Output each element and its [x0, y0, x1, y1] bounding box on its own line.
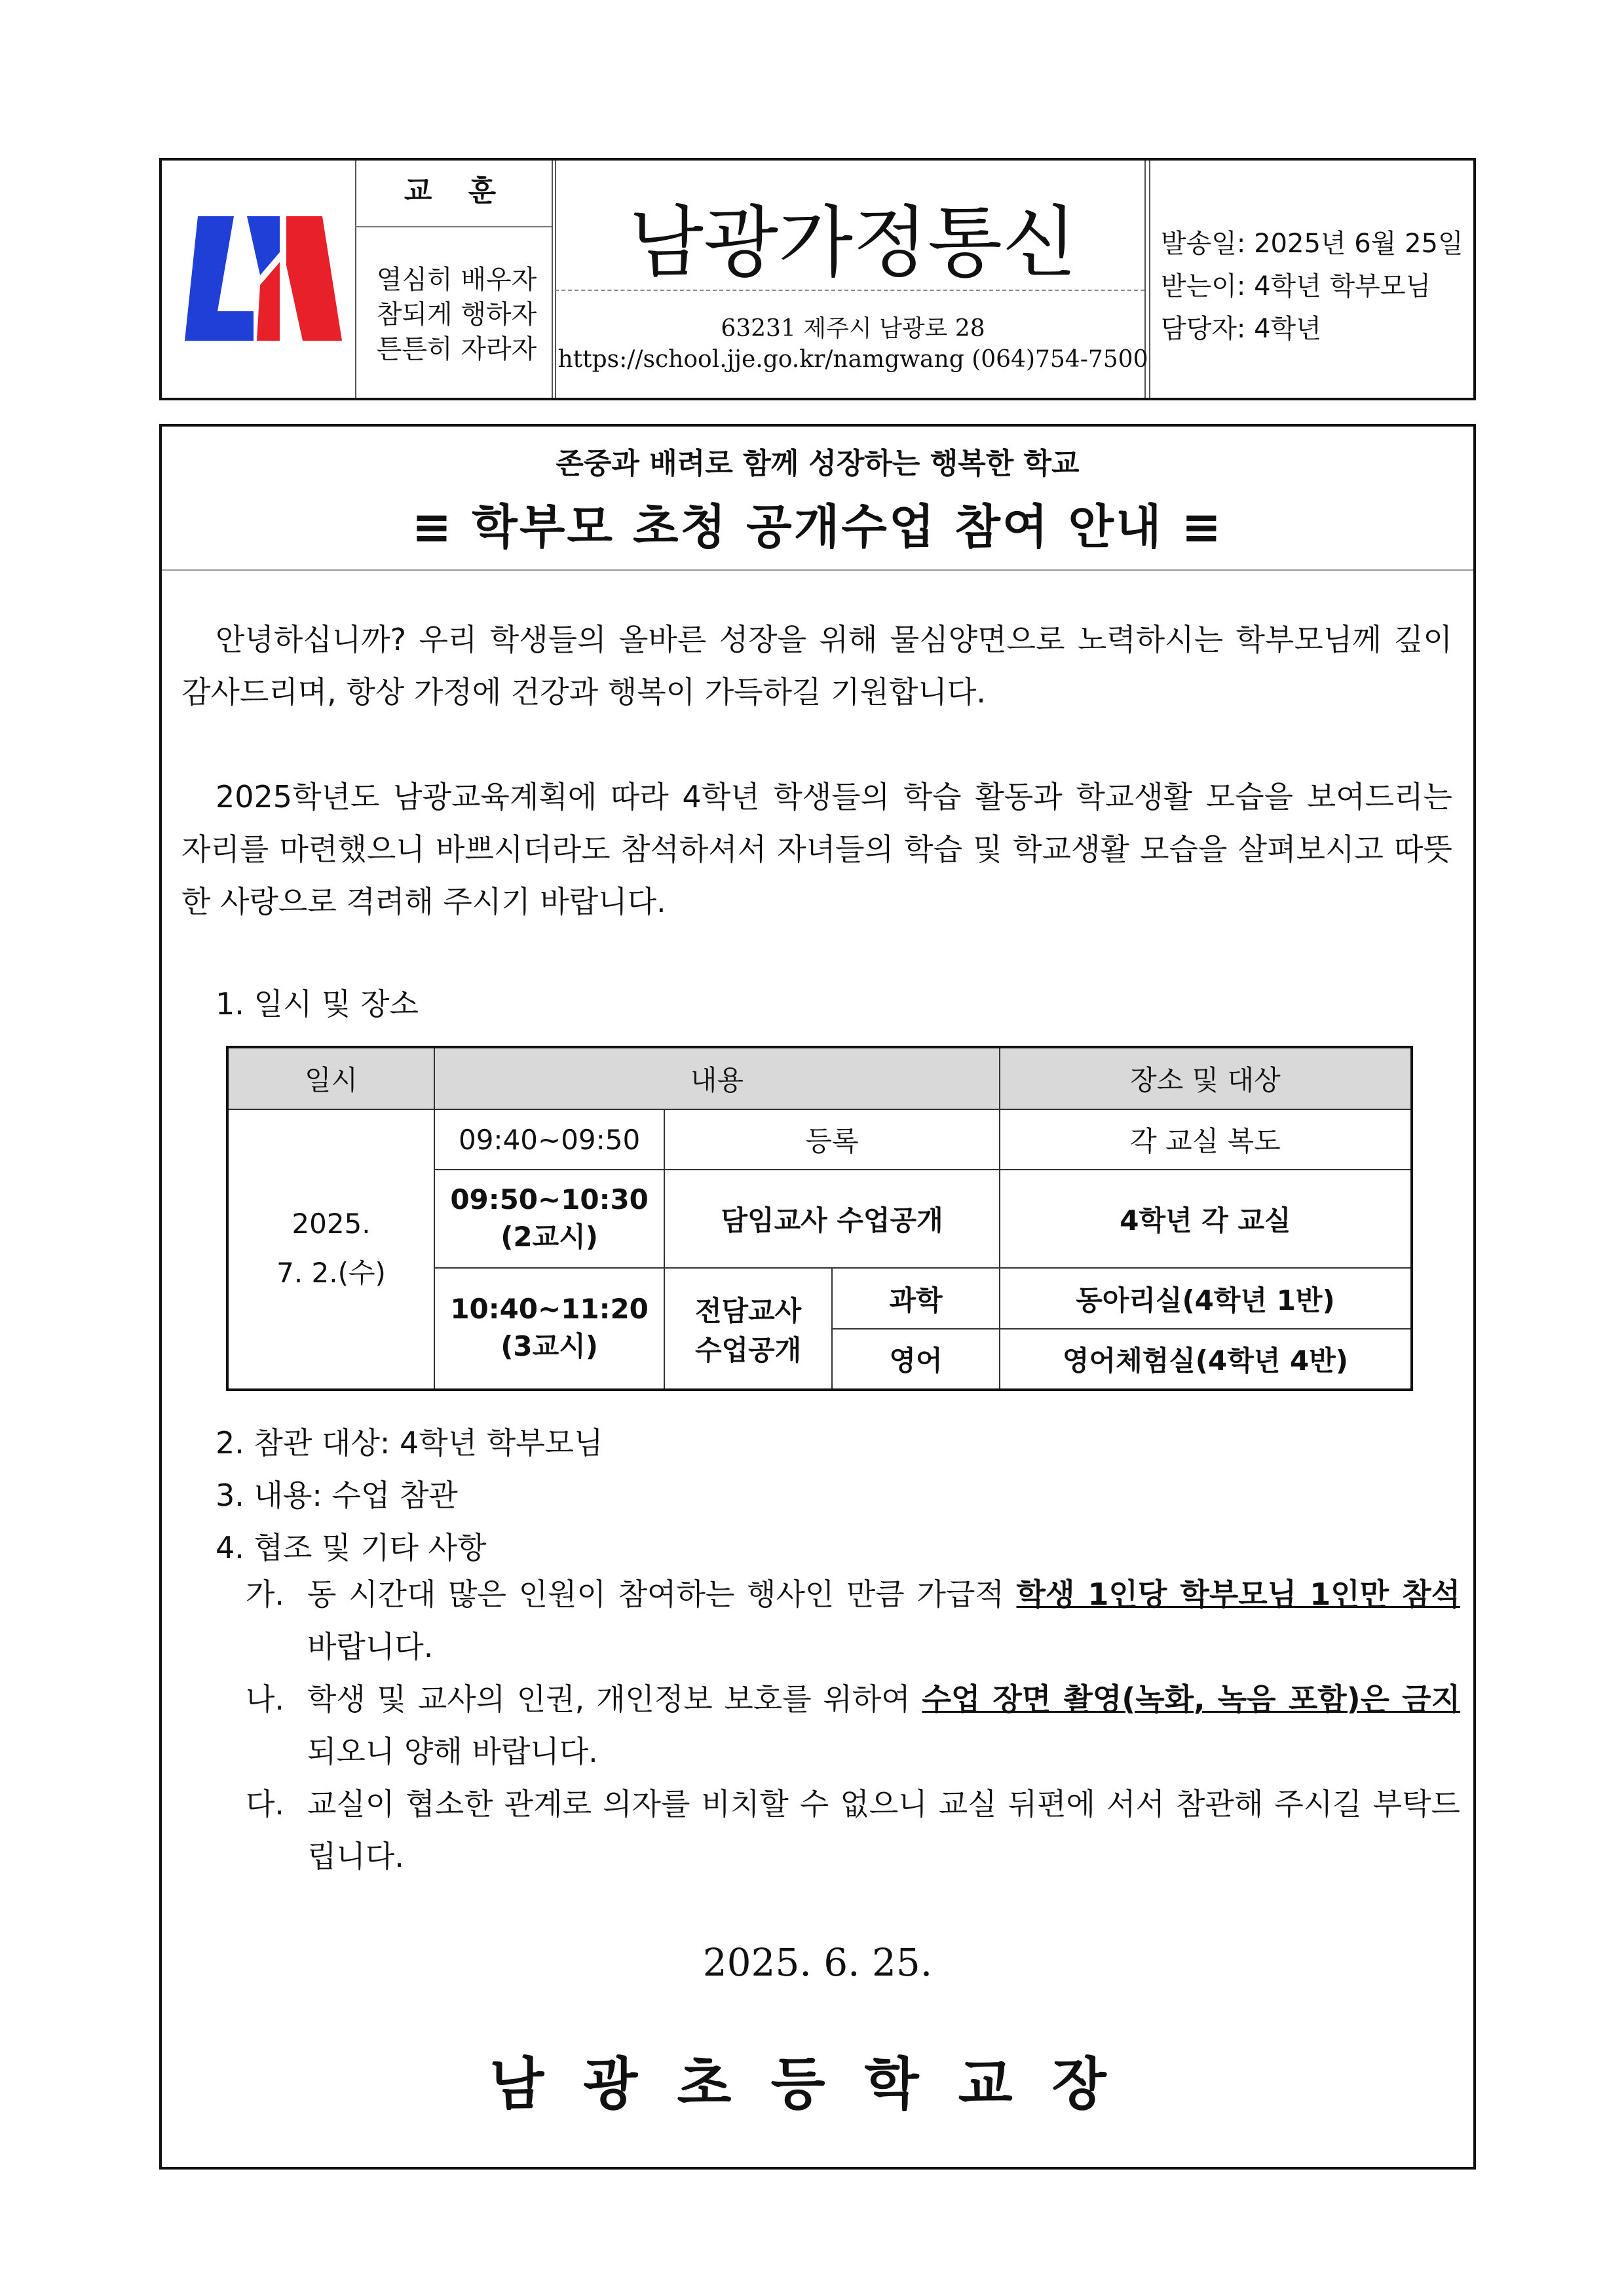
- time-period2-range: 09:50~10:30: [450, 1183, 649, 1215]
- subject-science: 과학: [832, 1268, 1000, 1329]
- section-content: 3. 내용: 수업 참관: [216, 1478, 458, 1513]
- header-place: 장소 및 대상: [1000, 1047, 1412, 1109]
- place-english: 영어체험실(4학년 4반): [1000, 1329, 1412, 1390]
- content-specialist-line1: 전담교사: [694, 1294, 802, 1327]
- school-address: 63231 제주시 남광로 28: [721, 315, 985, 342]
- recipient: 받는이: 4학년 학부모님: [1161, 271, 1431, 301]
- note-na: [307, 1673, 1460, 1778]
- note-na-marker: 나.: [246, 1681, 285, 1717]
- greeting-paragraph: 안녕하십니까? 우리 학생들의 올바른 성장을 위해 물심양면으로 노력하시는 학부모님께 깊이 감사드리며, 항상 가정에 건강과 행복이 가득하길 기원합니다.: [181, 622, 1452, 710]
- event-date-year: 2025.: [292, 1208, 371, 1240]
- time-period3-label: (3교시): [500, 1330, 598, 1362]
- note-ga-marker: 가.: [246, 1577, 285, 1612]
- header-content: 내용: [434, 1047, 1000, 1109]
- note-ga-tail: 바랍니다.: [307, 1629, 434, 1664]
- place-registration: 각 교실 복도: [1000, 1109, 1412, 1170]
- issue-date: 발송일: 2025년 6월 25일: [1161, 229, 1463, 259]
- letterhead: [159, 158, 1476, 400]
- place-homeroom: 4학년 각 교실: [1000, 1170, 1412, 1268]
- section-notes: 4. 협조 및 기타 사항: [216, 1530, 487, 1565]
- notice-date: 2025. 6. 25.: [702, 1940, 933, 1985]
- section-audience: 2. 참관 대상: 4학년 학부모님: [216, 1425, 603, 1461]
- section-schedule: 1. 일시 및 장소: [216, 986, 419, 1022]
- principal-signature: 남광초등학교장: [489, 2051, 1146, 2117]
- time-registration: 09:40~09:50: [434, 1109, 664, 1170]
- note-na-tail: 되오니 양해 바랍니다.: [307, 1734, 598, 1769]
- time-period2: [434, 1170, 664, 1268]
- note-ga-text: 동 시간대 많은 인원이 참여하는 행사인 만큼 가급적: [307, 1577, 1004, 1612]
- school-logo: [181, 213, 345, 344]
- notice-body: [159, 424, 1476, 2170]
- table-header-row: [227, 1047, 1412, 1109]
- table-row: [227, 1109, 1412, 1170]
- contact-person: 담당자: 4학년: [1161, 314, 1321, 344]
- place-science: 동아리실(4학년 1반): [1000, 1268, 1412, 1329]
- time-period3: [434, 1268, 664, 1390]
- motto-title: 교 훈: [404, 174, 510, 208]
- motto-line-2: 참되게 행하자: [376, 299, 537, 330]
- newsletter-title: 남광가정통신: [629, 197, 1077, 288]
- schedule-table: [226, 1046, 1413, 1391]
- time-period2-label: (2교시): [500, 1220, 598, 1253]
- intro-paragraph: 2025학년도 남광교육계획에 따라 4학년 학생들의 학습 활동과 학교생활 모습을 보여드리는 자리를 마련했으니 바쁘시더라도 참석하셔서 자녀들의 학습 및 학교생활 모습을 살펴보시고 따뜻한 사랑으로 격려해 주시기 바랍니다.: [181, 779, 1452, 919]
- event-date-cell: [227, 1109, 434, 1390]
- header-datetime: 일시: [227, 1047, 434, 1109]
- content-registration: 등록: [664, 1109, 1000, 1170]
- note-da: 교실이 협소한 관계로 의자를 비치할 수 없으니 교실 뒤편에 서서 참관해 주시길 부탁드립니다.: [307, 1786, 1460, 1874]
- note-ga: [307, 1568, 1460, 1673]
- content-specialist: [664, 1268, 832, 1390]
- event-date-day: 7. 2.(수): [276, 1257, 386, 1289]
- note-ga-emphasis: 학생 1인당 학부모님 1인만 참석: [1016, 1577, 1461, 1612]
- motto-line-3: 튼튼히 자라자: [376, 334, 537, 364]
- note-da-marker: 다.: [246, 1786, 285, 1822]
- school-slogan: 존중과 배려로 함께 성장하는 행복한 학교: [556, 447, 1080, 480]
- notice-title: ≡ 학부모 초청 공개수업 참여 안내 ≡: [411, 499, 1224, 554]
- note-na-text: 학생 및 교사의 인권, 개인정보 보호를 위하여: [307, 1681, 911, 1717]
- content-homeroom: 담임교사 수업공개: [664, 1170, 1000, 1268]
- note-na-emphasis: 수업 장면 촬영(녹화, 녹음 포함)은 금지: [922, 1681, 1461, 1717]
- content-specialist-line2: 수업공개: [694, 1333, 802, 1366]
- time-period3-range: 10:40~11:20: [450, 1293, 649, 1325]
- school-web-phone: https://school.jje.go.kr/namgwang (064)754-7500: [557, 346, 1148, 373]
- subject-english: 영어: [832, 1329, 1000, 1390]
- motto-line-1: 열심히 배우자: [376, 265, 537, 295]
